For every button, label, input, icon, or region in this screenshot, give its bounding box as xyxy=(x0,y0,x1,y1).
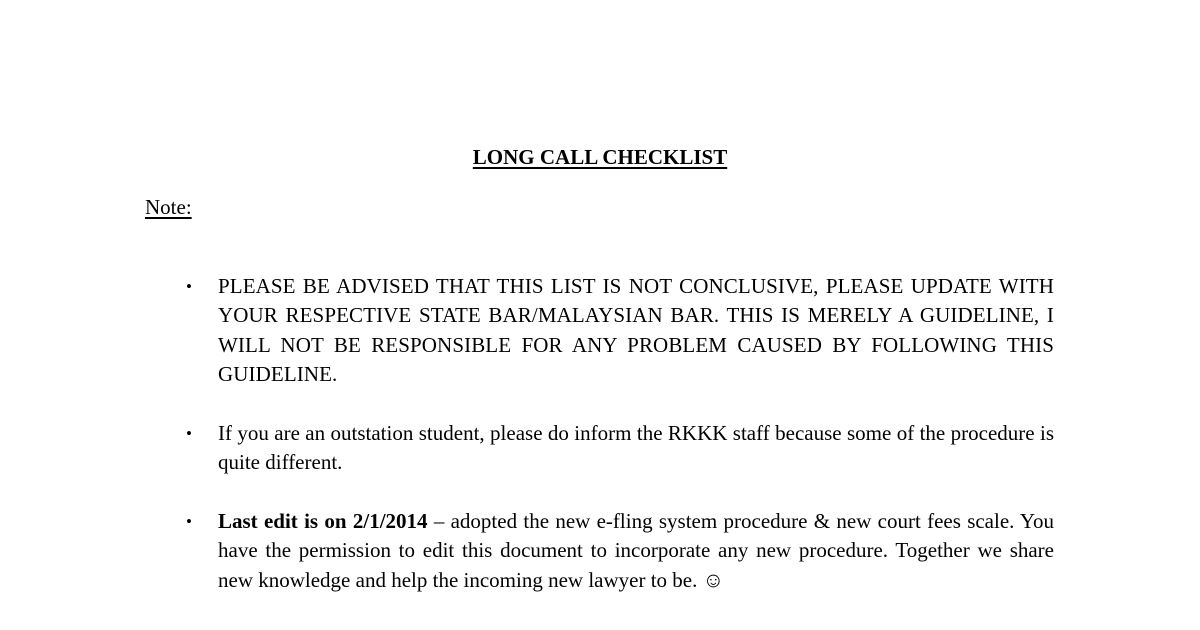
list-item-bold-text: Last edit is on 2/1/2014 xyxy=(218,509,428,533)
list-item-body-text: If you are an outstation student, please do inform the RKKK staff because some of the procedure is quite different. xyxy=(218,421,1054,475)
list-item-body-text: PLEASE BE ADVISED THAT THIS LIST IS NOT CONCLUSIVE, PLEASE UPDATE WITH YOUR RESPECTIVE STATE BAR/MALAYSIAN BAR. THIS IS MERELY A GUIDELINE, I WILL NOT BE RESPONSIBLE FOR ANY PROBLEM CAUSED BY FOLLOWING THIS GUIDELINE. xyxy=(218,274,1054,387)
list-item-body-text: – adopted the new e-fling system procedure & new court fees scale. You have the permission to edit this document to incorporate any new procedure. Together we share new knowledge and help the incoming new lawyer to be. ☺ xyxy=(218,509,1054,592)
list-item-text xyxy=(218,272,1054,390)
bullet-icon: • xyxy=(186,277,192,296)
bullet-icon: • xyxy=(186,512,192,531)
document-title xyxy=(0,143,1200,172)
list-item-text xyxy=(218,507,1054,595)
list-item-text xyxy=(218,419,1054,478)
bullet-icon: • xyxy=(186,424,192,443)
document-title-text: LONG CALL CHECKLIST xyxy=(472,145,728,169)
note-label: Note: xyxy=(145,195,192,219)
